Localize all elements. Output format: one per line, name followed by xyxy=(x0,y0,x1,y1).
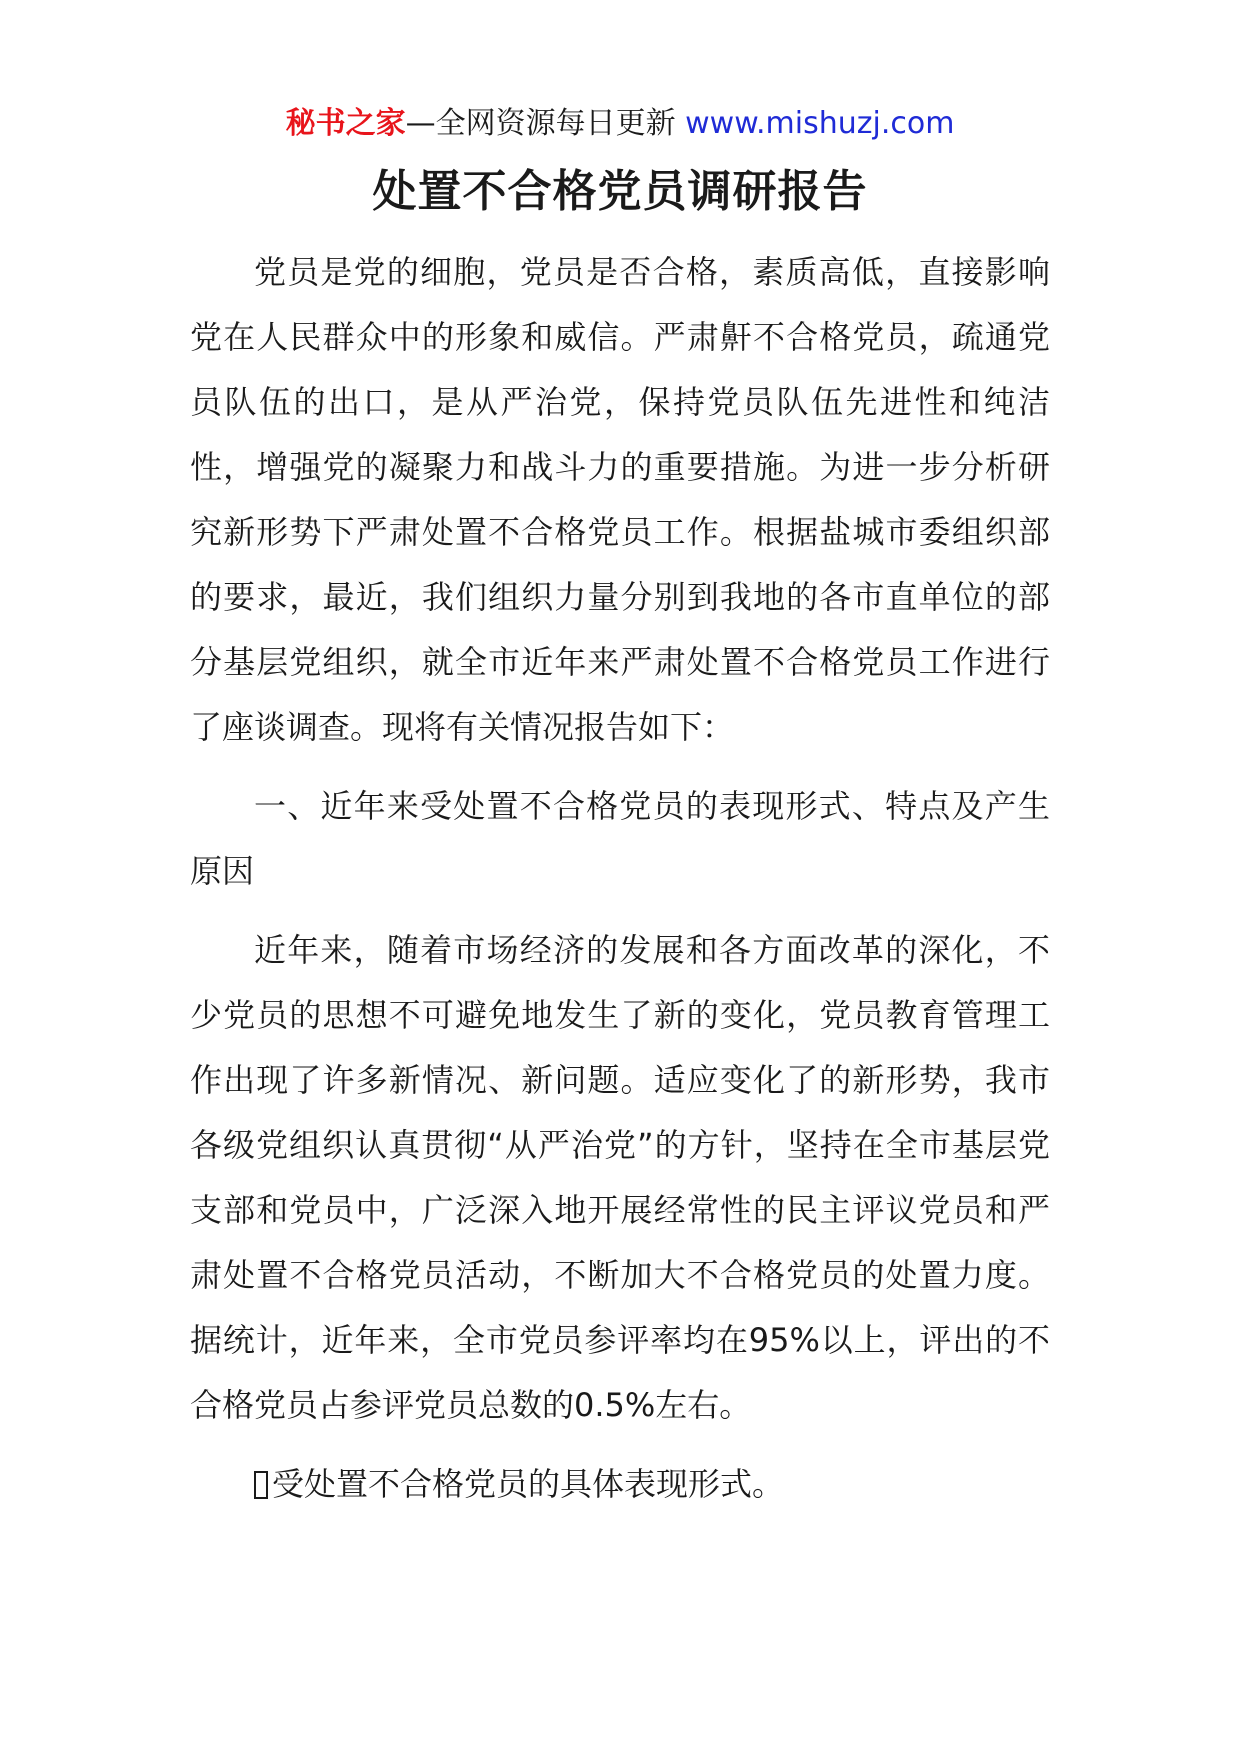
subsection-heading xyxy=(190,1452,1050,1517)
document-title: 处置不合格党员调研报告 xyxy=(372,166,868,217)
paragraph-overview: 近年来，随着市场经济的发展和各方面改革的深化，不少党员的思想不可避免地发生了新的变化，党员教育管理工作出现了许多新情况、新问题。适应变化了的新形势，我市各级党组织认真贯彻“从严治党”的方针，坚持在全市基层党支部和党员中，广泛深入地开展经常性的民主评议党员和严肃处置不合格党员活动，不断加大不合格党员的处置力度。据统计，近年来，全市党员参评率均在95%以上，评出的不合格党员占参评党员总数的0.5%左右。 xyxy=(190,931,1050,1424)
document-body xyxy=(190,240,1050,1531)
brand-name: 秘书之家 xyxy=(285,106,406,141)
site-header xyxy=(0,102,1240,146)
missing-glyph-box xyxy=(254,1471,268,1499)
subsection-heading-text: 受处置不合格党员的具体表现形式。 xyxy=(272,1465,785,1503)
paragraph-intro: 党员是党的细胞，党员是否合格，素质高低，直接影响党在人民群众中的形象和威信。严肃鼾不合格党员，疏通党员队伍的出口，是从严治党，保持党员队伍先进性和纯洁性，增强党的凝聚力和战斗力的重要措施。为进一步分析研究新形势下严肃处置不合格党员工作。根据盐城市委组织部的要求，最近，我们组织力量分别到我地的各市直单位的部分基层党组织，就全市近年来严肃处置不合格党员工作进行了座谈调查。现将有关情况报告如下： xyxy=(190,253,1050,746)
brand-slogan: —全网资源每日更新 xyxy=(405,106,676,141)
section-heading-1: 一、近年来受处置不合格党员的表现形式、特点及产生原因 xyxy=(190,787,1050,890)
site-url-link[interactable]: www.mishuzj.com xyxy=(685,106,955,141)
